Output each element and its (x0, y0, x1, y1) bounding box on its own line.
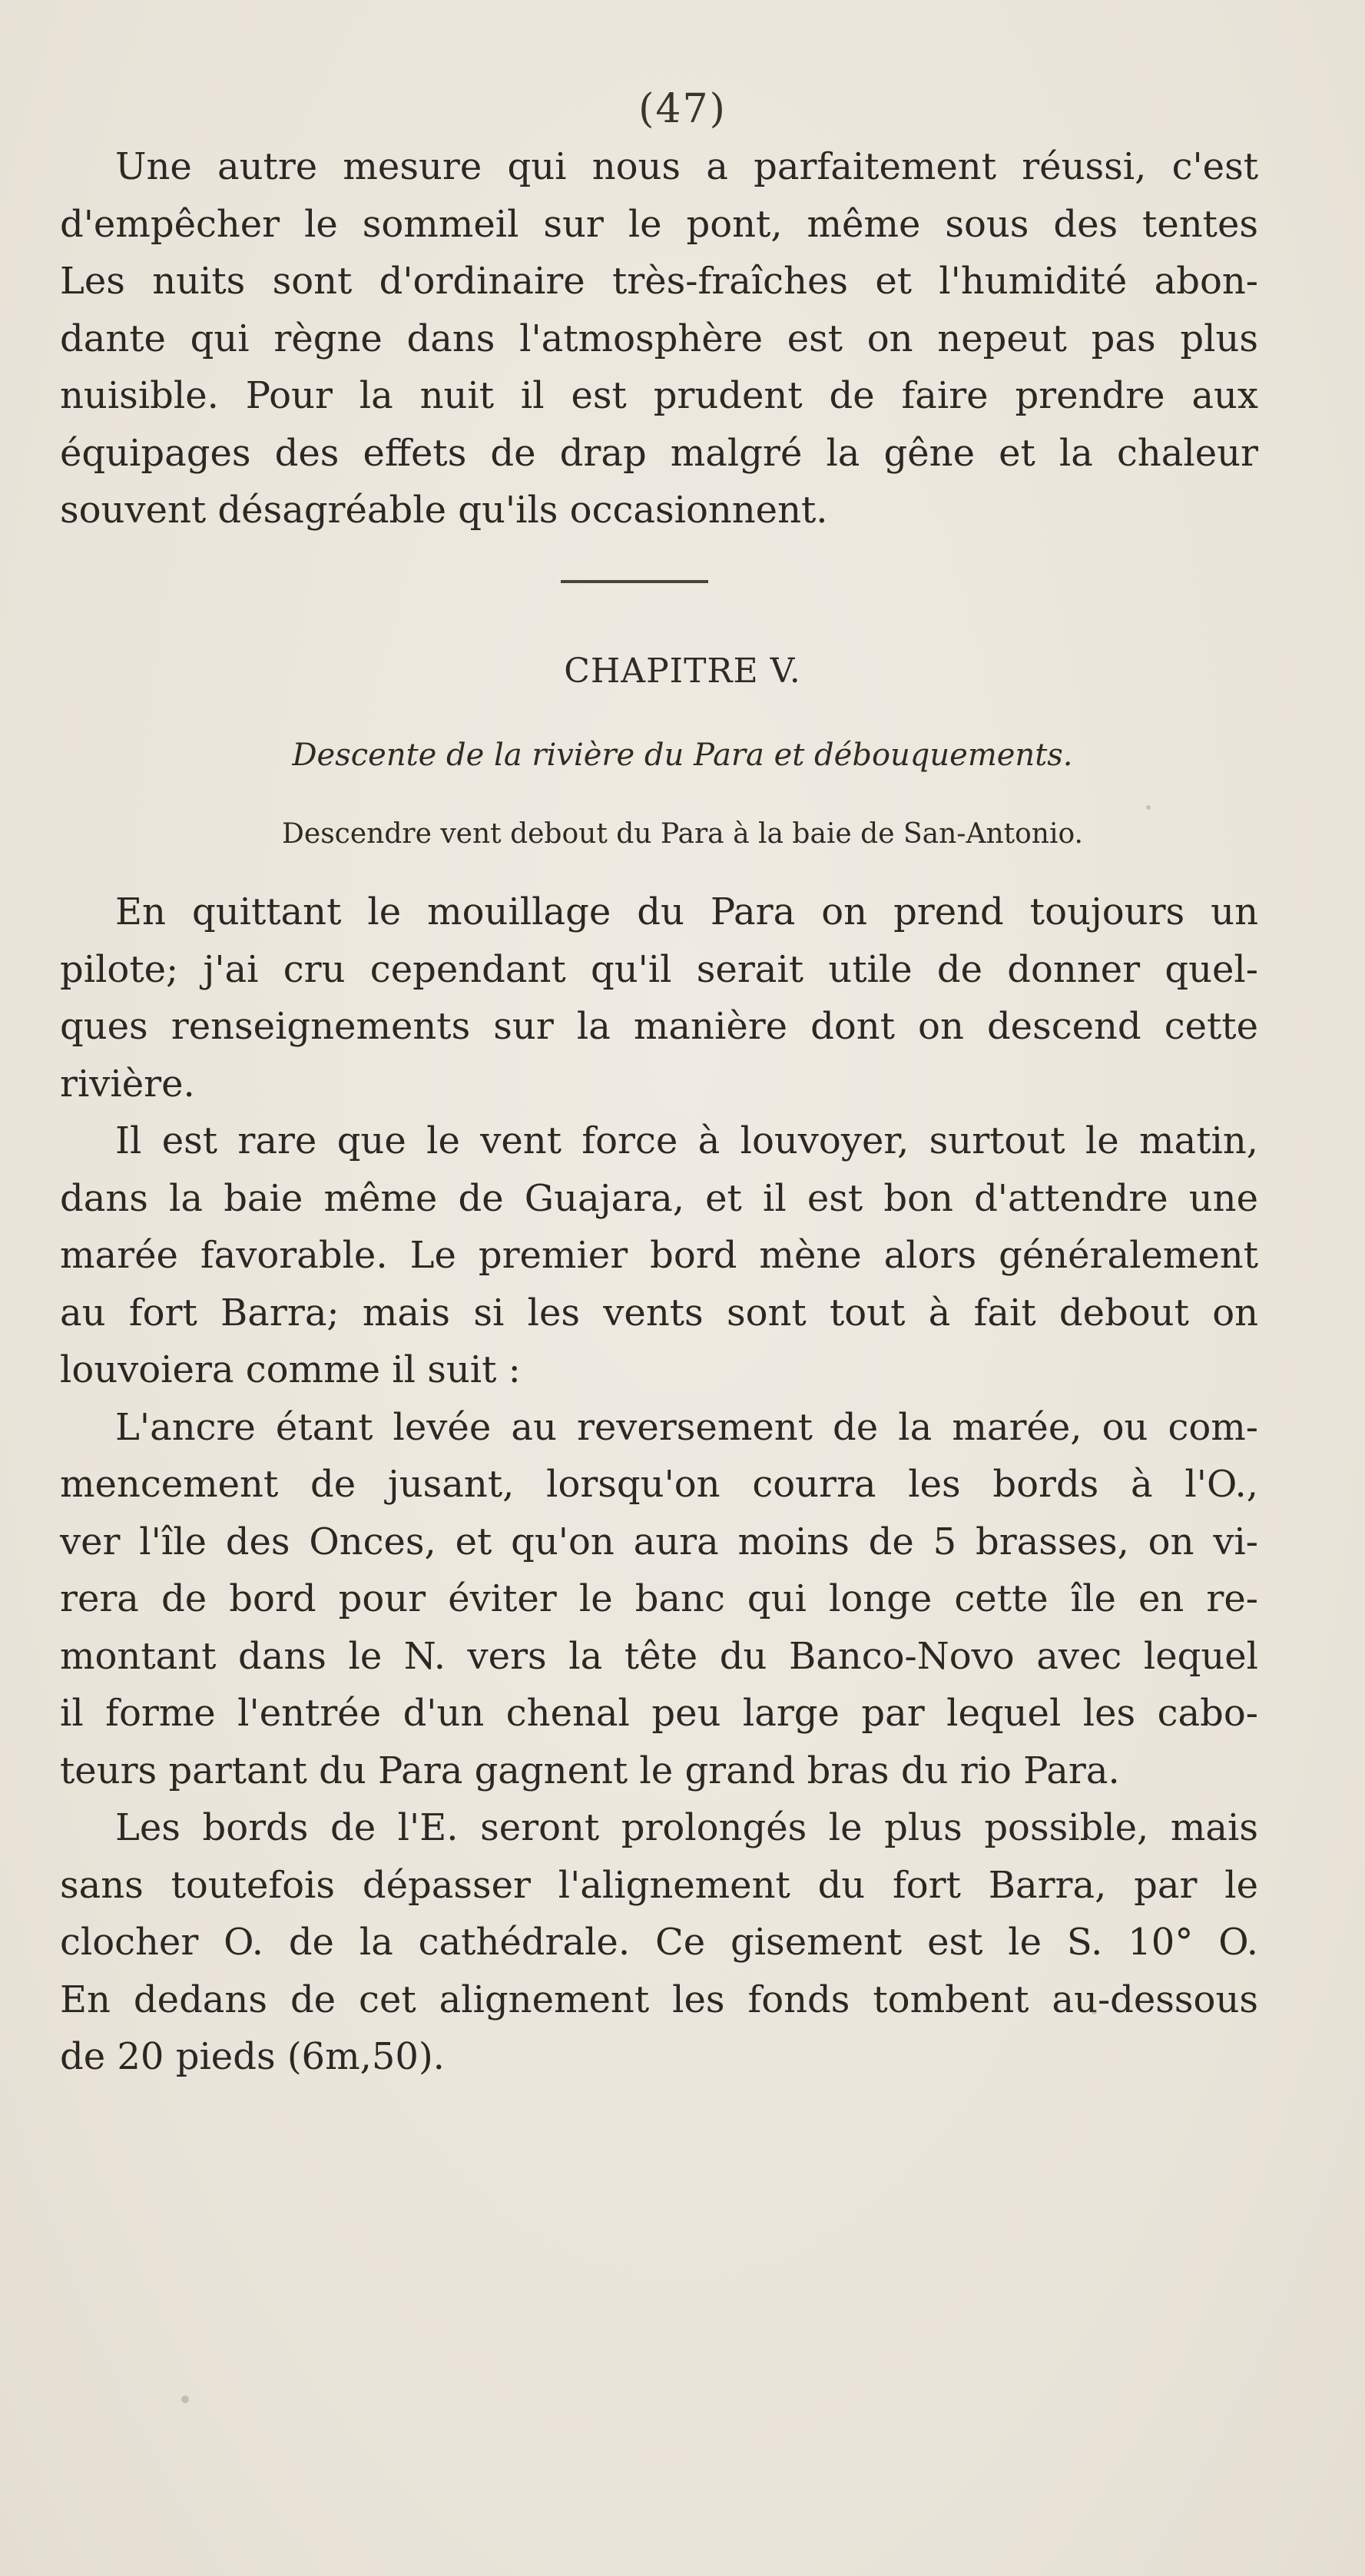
section-divider (561, 580, 708, 583)
text-line: rera de bord pour éviter le banc qui longe cette île en re- (60, 1577, 1258, 1620)
text-line: d'empêcher le sommeil sur le pont, même sous des tentes (60, 202, 1258, 246)
text-line: ques renseignements sur la manière dont on descend cette (60, 1005, 1258, 1048)
text-line: marée favorable. Le premier bord mène alors généralement (60, 1234, 1258, 1277)
text-line: ver l'île des Onces, et qu'on aura moins de 5 brasses, on vi- (60, 1520, 1258, 1563)
page-number: (47) (638, 86, 727, 132)
text-line: mencement de jusant, lorsqu'on courra les bords à l'O., (60, 1463, 1258, 1506)
text-line: au fort Barra; mais si les vents sont tout à fait debout on (60, 1291, 1258, 1334)
text-line: louvoiera comme il suit : (60, 1348, 521, 1391)
ink-speck (1146, 805, 1151, 810)
section-heading: Descendre vent debout du Para à la baie de San-Antonio. (282, 818, 1083, 850)
text-line: de 20 pieds (6m,50). (60, 2035, 445, 2078)
paragraph-main (60, 884, 1258, 2086)
text-line: clocher O. de la cathédrale. Ce gisement est le S. 10° O. (60, 1921, 1258, 1964)
chapter-subtitle: Descente de la rivière du Para et débouquements. (292, 738, 1073, 773)
text-line: Les nuits sont d'ordinaire très-fraîches et l'humidité abon- (60, 260, 1258, 303)
text-line: En quittant le mouillage du Para on prend toujours un (115, 890, 1258, 933)
text-line: sans toutefois dépasser l'alignement du fort Barra, par le (60, 1863, 1258, 1907)
text-line: Il est rare que le vent force à louvoyer, surtout le matin, (115, 1119, 1258, 1162)
text-line: nuisible. Pour la nuit il est prudent de faire prendre aux (60, 374, 1258, 417)
text-line: rivière. (60, 1062, 195, 1106)
text-line: pilote; j'ai cru cependant qu'il serait utile de donner quel- (60, 947, 1258, 991)
ink-speck (181, 2395, 189, 2403)
text-line: souvent désagréable qu'ils occasionnent. (60, 489, 828, 532)
text-line: il forme l'entrée d'un chenal peu large par lequel les cabo- (60, 1692, 1258, 1735)
text-line: dante qui règne dans l'atmosphère est on nepeut pas plus (60, 317, 1258, 360)
text-line: En dedans de cet alignement les fonds tombent au-dessous (60, 1978, 1258, 2021)
text-line: équipages des effets de drap malgré la gêne et la chaleur (60, 431, 1258, 475)
text-line: L'ancre étant levée au reversement de la marée, ou com- (115, 1405, 1258, 1449)
text-line: Les bords de l'E. seront prolongés le plus possible, mais (115, 1806, 1258, 1849)
text-line: dans la baie même de Guajara, et il est bon d'attendre une (60, 1176, 1258, 1220)
text-line: Une autre mesure qui nous a parfaitement réussi, c'est (115, 145, 1258, 188)
ink-speck (1092, 2009, 1097, 2014)
text-line: teurs partant du Para gagnent le grand bras du rio Para. (60, 1749, 1120, 1792)
chapter-title: CHAPITRE V. (564, 651, 801, 691)
paragraph-intro (60, 138, 1258, 539)
text-line: montant dans le N. vers la tête du Banco-Novo avec lequel (60, 1634, 1258, 1678)
